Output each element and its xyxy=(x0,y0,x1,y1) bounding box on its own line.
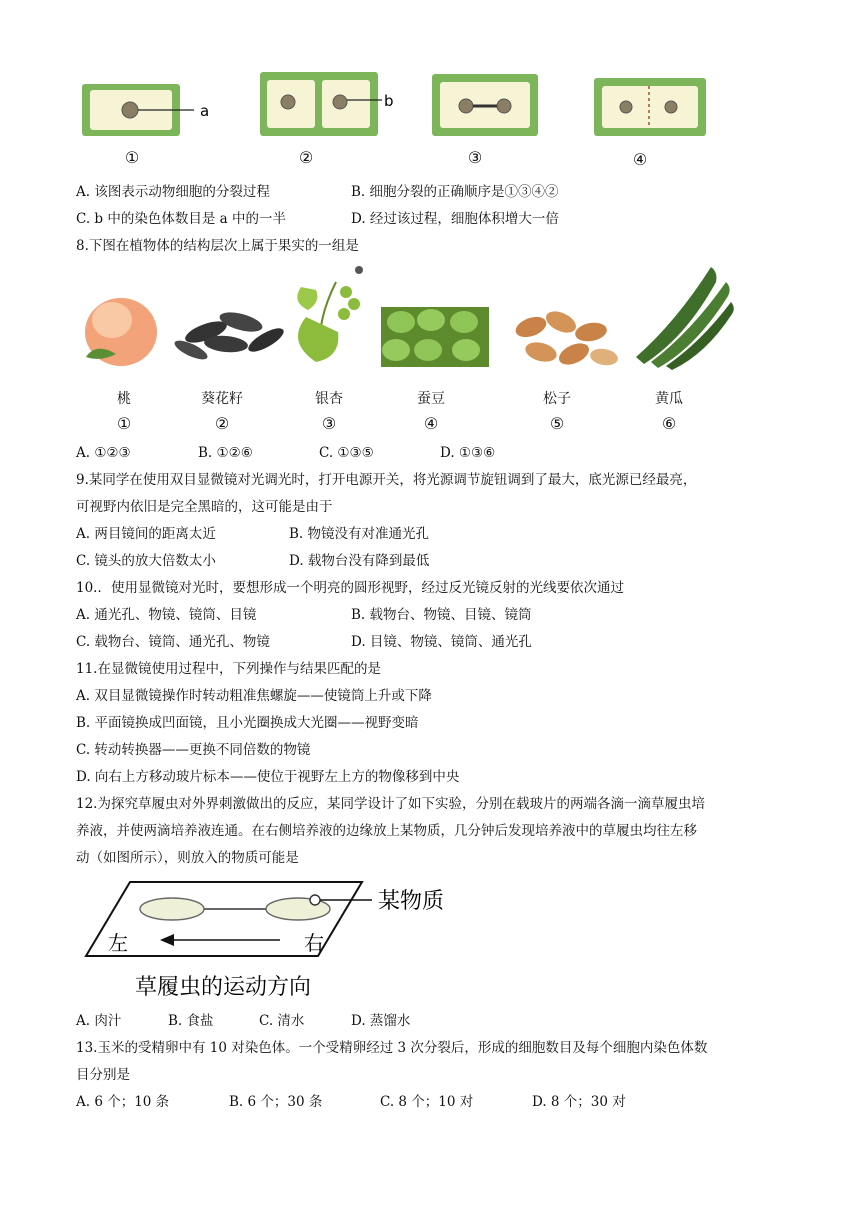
q12-stem-line1: 12.为探究草履虫对外界刺激做出的反应，某同学设计了如下实验，分别在载玻片的两端各滴一滴草履虫培 xyxy=(76,796,705,812)
q13-option-c: C. 8 个；10 对 xyxy=(380,1094,474,1110)
q10-stem: 10.．使用显微镜对光时，要想形成一个明亮的圆形视野，经过反光镜反射的光线要依次通过 xyxy=(76,580,624,596)
right-label: 右 xyxy=(304,931,324,955)
q8-option-c: C. ①③⑤ xyxy=(319,445,374,461)
cell-num-1: ① xyxy=(124,148,140,167)
q9-stem-line1: 9.某同学在使用双目显微镜对光调光时，打开电源开关，将光源调节旋钮调到了最大，底光源已经最亮， xyxy=(76,472,697,488)
q8-stem: 8.下图在植物体的结构层次上属于果实的一组是 xyxy=(76,238,359,254)
q10-option-c: C. 载物台、镜筒、通光孔、物镜 xyxy=(76,634,270,650)
substance-label: 某物质 xyxy=(378,889,445,914)
cell-2 xyxy=(260,72,382,136)
fruit-label-broadbean: 蚕豆 xyxy=(417,391,445,407)
q7-option-d: D. 经过该过程，细胞体积增大一倍 xyxy=(351,211,559,227)
q7-option-b: B. 细胞分裂的正确顺序是①③④② xyxy=(351,184,559,200)
cell-1 xyxy=(82,84,194,136)
fruit-num-1: ① xyxy=(116,414,132,433)
fruit-num-3: ③ xyxy=(321,414,337,433)
ginkgo-image xyxy=(297,266,363,362)
q7-option-a: A. 该图表示动物细胞的分裂过程 xyxy=(76,184,270,200)
paramecium-figure xyxy=(80,874,460,1006)
peach-image xyxy=(85,298,157,366)
cell-4 xyxy=(594,78,706,136)
q8-option-a: A. ①②③ xyxy=(76,445,131,461)
pine-nuts-image xyxy=(513,307,619,369)
fruit-num-5: ⑤ xyxy=(549,414,565,433)
q13-option-a: A. 6 个；10 条 xyxy=(76,1094,170,1110)
q9-option-a: A. 两目镜间的距离太近 xyxy=(76,526,216,542)
fruit-label-sunflower: 葵花籽 xyxy=(201,391,243,407)
q10-option-b: B. 载物台、物镜、目镜、镜筒 xyxy=(351,607,532,623)
q12-stem-line2: 养液，并使两滴培养液连通。在右侧培养液的边缘放上某物质，几分钟后发现培养液中的草履虫均往左移 xyxy=(76,823,697,839)
cell-num-3: ③ xyxy=(467,148,483,167)
label-a: a xyxy=(200,102,210,120)
q9-option-d: D. 载物台没有降到最低 xyxy=(289,553,430,569)
cell-num-4: ④ xyxy=(632,150,648,169)
fruit-num-4: ④ xyxy=(423,414,439,433)
q8-option-d: D. ①③⑥ xyxy=(440,445,496,461)
q9-stem-line2: 可视野内依旧是完全黑暗的，这可能是由于 xyxy=(76,499,333,515)
fruit-label-pinenut: 松子 xyxy=(543,391,571,407)
q9-option-b: B. 物镜没有对准通光孔 xyxy=(289,526,430,542)
broad-beans-image xyxy=(381,307,489,367)
q12-option-a: A. 肉汁 xyxy=(76,1013,122,1029)
q12-stem-line3: 动（如图所示），则放入的物质可能是 xyxy=(76,850,299,866)
q12-option-b: B. 食盐 xyxy=(168,1013,214,1029)
q13-stem-line1: 13.玉米的受精卵中有 10 对染色体。一个受精卵经过 3 次分裂后，形成的细胞数目及每个细胞内染色体数 xyxy=(76,1040,708,1056)
fruit-label-peach: 桃 xyxy=(117,391,131,407)
cucumber-image xyxy=(636,267,734,370)
fruit-figure xyxy=(76,262,736,372)
figure-caption: 草履虫的运动方向 xyxy=(135,975,312,1000)
q11-option-c: C. 转动转换器——更换不同倍数的物镜 xyxy=(76,742,311,758)
q13-option-d: D. 8 个；30 对 xyxy=(532,1094,626,1110)
q10-option-d: D. 目镜、物镜、镜筒、通光孔 xyxy=(351,634,532,650)
sunflower-seeds-image xyxy=(172,309,287,363)
q8-option-b: B. ①②⑥ xyxy=(198,445,253,461)
q7-option-c: C. b 中的染色体数目是 a 中的一半 xyxy=(76,211,286,227)
q13-stem-line2: 目分别是 xyxy=(76,1067,130,1083)
fruit-num-6: ⑥ xyxy=(661,414,677,433)
fruit-label-cucumber: 黄瓜 xyxy=(655,391,683,407)
fruit-num-2: ② xyxy=(214,414,230,433)
q12-option-d: D. 蒸馏水 xyxy=(351,1013,411,1029)
cell-3 xyxy=(432,74,538,136)
q13-option-b: B. 6 个；30 条 xyxy=(229,1094,323,1110)
fruit-label-ginkgo: 银杏 xyxy=(315,391,343,407)
q9-option-c: C. 镜头的放大倍数太小 xyxy=(76,553,216,569)
q11-option-b: B. 平面镜换成凹面镜，且小光圈换成大光圈——视野变暗 xyxy=(76,715,419,731)
q12-option-c: C. 清水 xyxy=(259,1013,305,1029)
q11-option-d: D. 向右上方移动玻片标本——使位于视野左上方的物像移到中央 xyxy=(76,769,460,785)
left-label: 左 xyxy=(108,931,128,955)
cell-num-2: ② xyxy=(298,148,314,167)
q11-option-a: A. 双目显微镜操作时转动粗准焦螺旋——使镜筒上升或下降 xyxy=(76,688,432,704)
q11-stem: 11.在显微镜使用过程中，下列操作与结果匹配的是 xyxy=(76,661,381,677)
label-b: b xyxy=(384,92,394,110)
q10-option-a: A. 通光孔、物镜、镜筒、目镜 xyxy=(76,607,257,623)
